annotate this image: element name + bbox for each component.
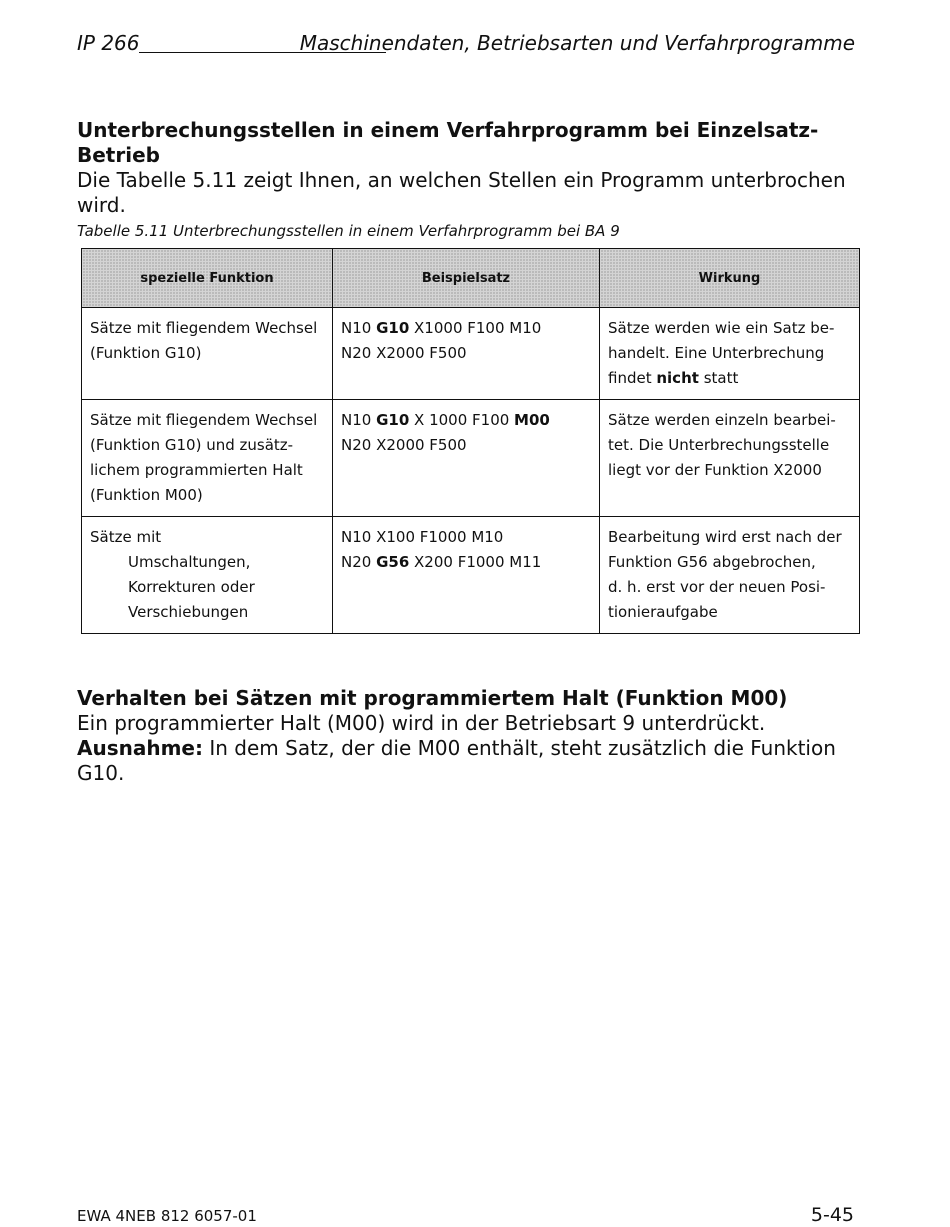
column-header: Beispielsatz	[333, 249, 600, 308]
wirkung-cell	[600, 400, 860, 517]
cell-line: lichem programmierten Halt	[90, 461, 303, 479]
cell-line: Sätze werden wie ein Satz be-	[608, 319, 835, 337]
wirkung-cell	[600, 308, 860, 400]
cell-line: Sätze mit	[90, 528, 162, 546]
cell-line: Funktion G56 abgebrochen,	[608, 553, 816, 571]
funktion-cell	[82, 517, 333, 634]
document-number: EWA 4NEB 812 6057-01	[77, 1207, 257, 1225]
exception-text: In dem Satz, der die M00 enthält, steht zusätzlich die Funktion G10.	[77, 736, 836, 785]
table-header-row	[82, 249, 860, 308]
table-row	[82, 400, 860, 517]
page-header	[77, 28, 855, 58]
cell-line: liegt vor der Funktion X2000	[608, 461, 822, 479]
funktion-cell	[82, 400, 333, 517]
beispiel-cell	[333, 308, 600, 400]
beispiel-cell	[333, 517, 600, 634]
column-header: spezielle Funktion	[82, 249, 333, 308]
header-chapter-title: Maschinendaten, Betriebsarten und Verfahrprogramme	[299, 31, 855, 55]
cell-line: N20 G56 X200 F1000 M11	[341, 553, 542, 571]
section-text: Die Tabelle 5.11 zeigt Ihnen, an welchen Stellen ein Programm unterbrochen wird.	[77, 168, 846, 217]
cell-line: Sätze mit fliegendem Wechsel	[90, 411, 318, 429]
cell-line: tet. Die Unterbrechungsstelle	[608, 436, 830, 454]
table-row	[82, 308, 860, 400]
cell-line: (Funktion M00)	[90, 486, 203, 504]
cell-line: handelt. Eine Unterbrechung	[608, 344, 825, 362]
exception-note	[77, 736, 877, 786]
page-number: 5-45	[810, 1204, 854, 1226]
cell-line: Verschiebungen	[128, 603, 249, 621]
cell-line: (Funktion G10)	[90, 344, 202, 362]
interruption-table	[81, 248, 860, 634]
section-heading: Unterbrechungsstellen in einem Verfahrprogramm bei Einzelsatz-Betrieb	[77, 118, 819, 167]
cell-line: tionieraufgabe	[608, 603, 718, 621]
cell-line: N20 X2000 F500	[341, 436, 467, 454]
table-caption: Tabelle 5.11 Unterbrechungsstellen in einem Verfahrprogramm bei BA 9	[77, 222, 620, 240]
beispiel-cell	[333, 400, 600, 517]
cell-line: Sätze mit fliegendem Wechsel	[90, 319, 318, 337]
cell-line: N10 X100 F1000 M10	[341, 528, 504, 546]
cell-line: N10 G10 X1000 F100 M10	[341, 319, 542, 337]
cell-line: N20 X2000 F500	[341, 344, 467, 362]
section-programmed-halt	[77, 686, 877, 786]
cell-line: d. h. erst vor der neuen Posi-	[608, 578, 826, 596]
column-header: Wirkung	[600, 249, 860, 308]
cell-line: Umschaltungen,	[128, 553, 251, 571]
section-text: Ein programmierter Halt (M00) wird in der Betriebsart 9 unterdrückt.	[77, 711, 766, 735]
header-product: IP 266	[77, 31, 140, 55]
table-row	[82, 517, 860, 634]
funktion-cell	[82, 308, 333, 400]
wirkung-cell	[600, 517, 860, 634]
cell-line: N10 G10 X 1000 F100 M00	[341, 411, 550, 429]
cell-line: (Funktion G10) und zusätz-	[90, 436, 294, 454]
cell-line: Sätze werden einzeln bearbei-	[608, 411, 836, 429]
exception-label: Ausnahme:	[77, 736, 203, 760]
cell-line: Bearbeitung wird erst nach der	[608, 528, 842, 546]
cell-line: Korrekturen oder	[128, 578, 255, 596]
section-interruption-points	[77, 118, 877, 218]
cell-line: findet nicht statt	[608, 369, 739, 387]
section-heading: Verhalten bei Sätzen mit programmiertem Halt (Funktion M00)	[77, 686, 788, 710]
